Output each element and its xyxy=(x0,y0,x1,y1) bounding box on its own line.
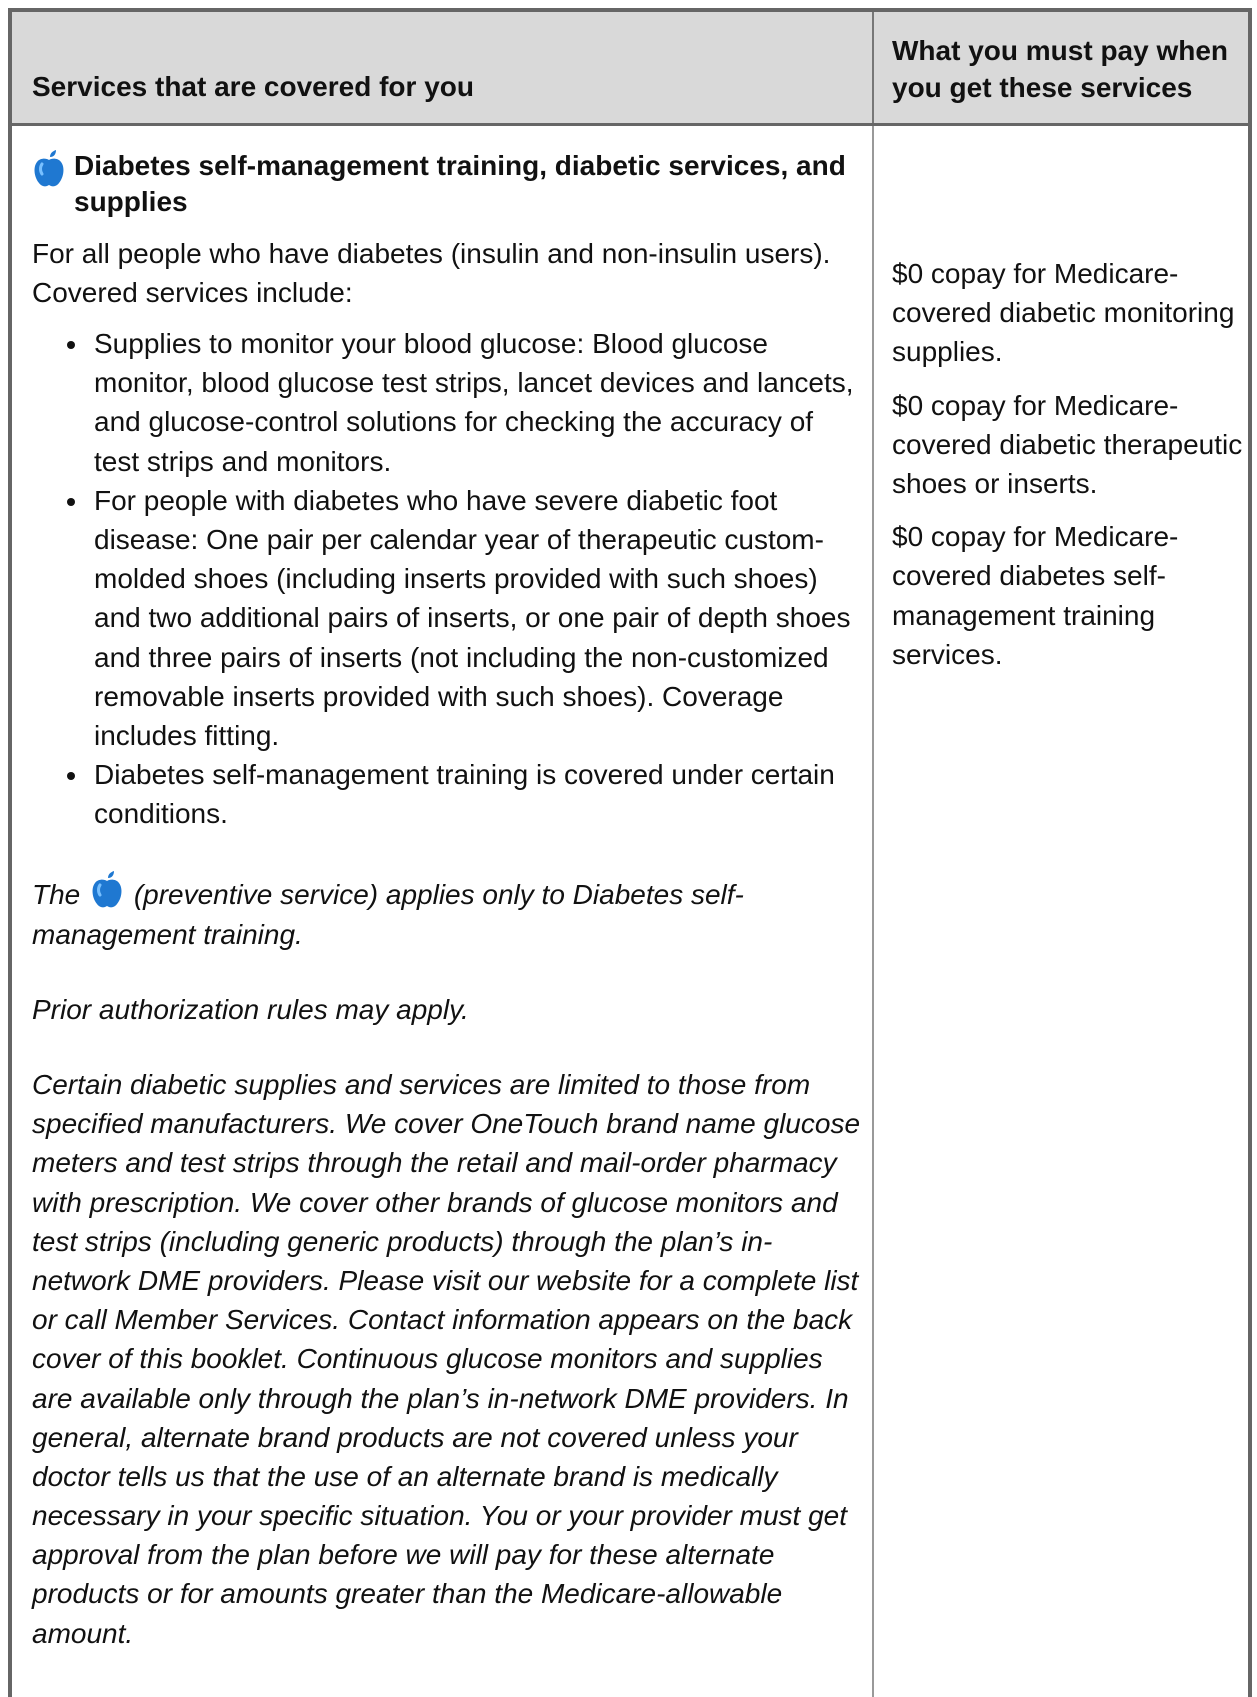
section-spacer xyxy=(32,954,864,990)
manufacturer-limitation-note: Certain diabetic supplies and services are limited to those from specified manufacturers. We cover OneTouch brand name glucose meters and test strips through the retail and mail-order pharmacy with prescription. We cover other brands of glucose monitors and test strips (including generic products) through the plan’s in-network DME providers. Please visit our website for a complete list or call Member Services. Contact information appears on the back cover of this booklet. Continuous glucose monitors and supplies are available only through the plan’s in-network DME providers. In general, alternate brand products are not covered unless your doctor tells us that the use of an alternate brand is medically necessary in your specific situation. You or your provider must get approval from the plan before we will pay for these alternate products or for amounts greater than the Medicare-allowable amount. xyxy=(32,1069,861,1649)
preventive-note-suffix: (preventive service) applies only to Diabetes self-management training. xyxy=(32,879,744,950)
service-title: Diabetes self-management training, diabetic services, and supplies xyxy=(74,150,846,217)
preventive-service-note xyxy=(32,871,864,953)
table-header xyxy=(12,12,1248,126)
table-body xyxy=(12,126,1248,1697)
preventive-note-prefix: The xyxy=(32,879,89,911)
benefits-table xyxy=(8,8,1252,1697)
body-column-divider xyxy=(872,126,874,1697)
header-services-covered: Services that are covered for you xyxy=(32,71,474,102)
services-column xyxy=(32,148,864,1653)
covered-service-item: • For people with diabetes who have severe diabetic foot disease: One pair per calendar year of therapeutic custom-molded shoes (including inserts provided with such shoes) and two additional pairs of inserts, or one pair of depth shoes and three pairs of inserts (not including the non-customized removable inserts provided with such shoes). Coverage includes fitting. xyxy=(90,481,864,755)
covered-services-list xyxy=(32,324,864,833)
apple-icon xyxy=(90,871,124,909)
payment-item: $0 copay for Medicare-covered diabetic therapeutic shoes or inserts. xyxy=(892,389,1243,499)
section-spacer xyxy=(32,1029,864,1065)
service-intro: For all people who have diabetes (insulin and non-insulin users). Covered services include: xyxy=(32,237,831,308)
covered-service-item: • Supplies to monitor your blood glucose: Blood glucose monitor, blood glucose test strips, lancet devices and lancets, and glucose-control solutions for checking the accuracy of test strips and monitors. xyxy=(90,324,864,481)
section-spacer xyxy=(32,833,864,871)
header-what-you-pay: What you must pay when you get these services xyxy=(892,35,1229,104)
payment-item: $0 copay for Medicare-covered diabetic monitoring supplies. xyxy=(892,258,1235,368)
service-title-row xyxy=(32,148,864,220)
prior-authorization-note: Prior authorization rules may apply. xyxy=(32,993,469,1025)
payment-item: $0 copay for Medicare-covered diabetes self-management training services. xyxy=(892,521,1179,670)
covered-service-item: • Diabetes self-management training is covered under certain conditions. xyxy=(90,755,864,833)
header-column-divider xyxy=(872,12,874,123)
apple-icon xyxy=(32,150,66,188)
payment-column xyxy=(892,254,1247,688)
